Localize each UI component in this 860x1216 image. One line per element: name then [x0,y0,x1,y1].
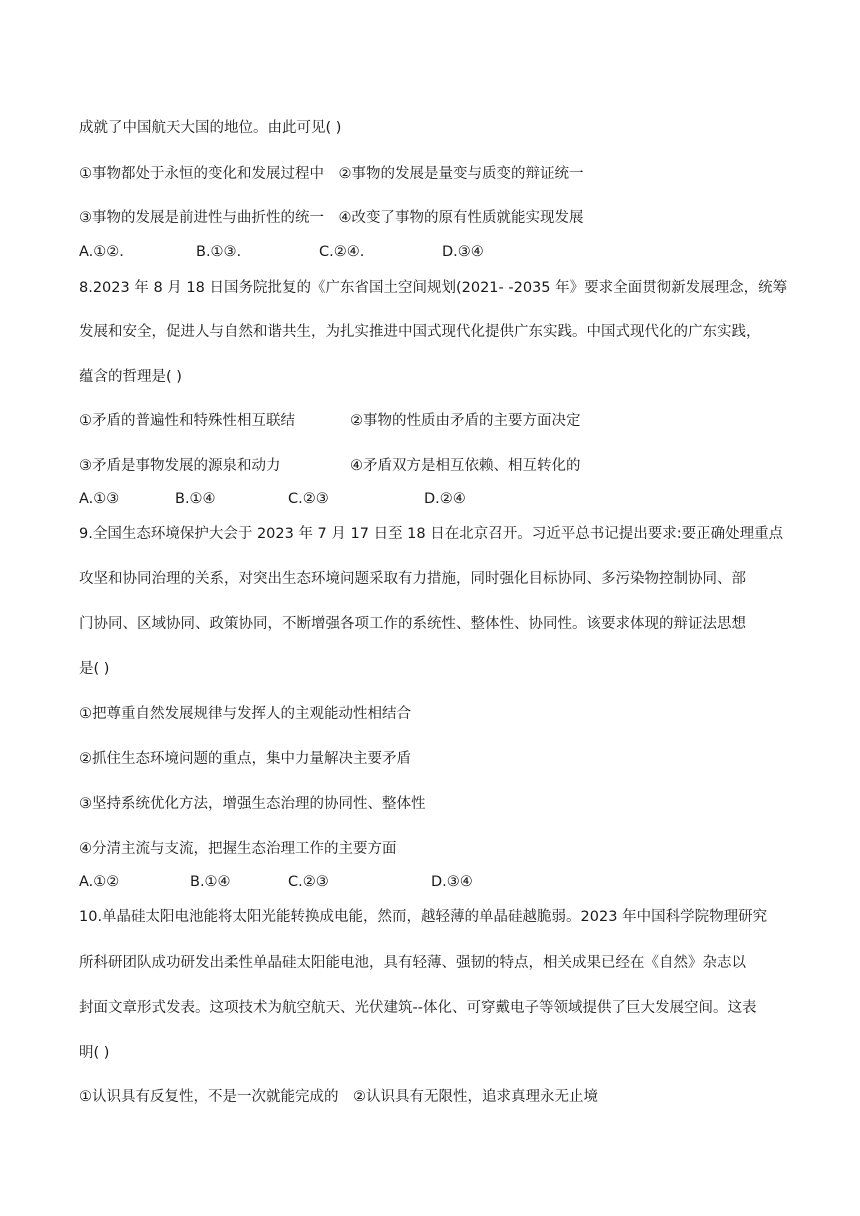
q7-statements-3-4: ③事物的发展是前进性与曲折性的统一 ④改变了事物的原有性质就能实现发展 [79,210,584,226]
q9-statement-3: ③坚持系统优化方法，增强生态治理的协同性、整体性 [79,796,426,812]
q8-statement-2: ②事物的性质由矛盾的主要方面决定 [350,413,581,429]
q8-option-d: D.②④ [424,491,466,507]
q9-stem-line: 门协同、区域协同、政策协同，不断增强各项工作的系统性、整体性、协同性。该要求体现的辩证法思想 [79,616,746,632]
q10-stem-line: 封面文章形式发表。这项技术为航空航天、光伏建筑--体化、可穿戴电子等领域提供了巨大发展空间。这表 [79,1000,757,1016]
q9-option-c: C.②③ [288,874,329,890]
q9-option-b: B.①④ [190,874,231,890]
q8-stem-line: 蕴含的哲理是( ) [79,369,182,385]
q8-option-a: A.①③ [79,491,120,507]
q9-statement-2: ②抓住生态环境问题的重点，集中力量解决主要矛盾 [79,751,411,767]
q7-option-b: B.①③. [196,244,242,260]
q9-statement-4: ④分清主流与支流，把握生态治理工作的主要方面 [79,841,397,857]
q7-option-c: C.②④. [319,244,365,260]
q8-option-b: B.①④ [175,491,216,507]
q8-stem-line: 发展和安全，促进人与自然和谐共生，为扎实推进中国式现代化提供广东实践。中国式现代化的广东实践， [79,324,761,340]
q10-stem-line: 明( ) [79,1045,110,1061]
q10-stem-line: 所科研团队成功研发出柔性单晶硅太阳能电池，具有轻薄、强韧的特点，相关成果已经在《自然》杂志以 [79,955,746,971]
q9-stem-line: 9.全国生态环境保护大会于 2023 年 7 月 17 日至 18 日在北京召开。习近平总书记提出要求:要正确处理重点 [79,526,784,542]
q9-option-d: D.③④ [431,874,473,890]
q9-stem-line: 是( ) [79,661,110,677]
q9-stem-line: 攻坚和协同治理的关系，对突出生态环境问题采取有力措施，同时强化目标协同、多污染物控制协同、部 [79,571,746,587]
q7-option-d: D.③④ [442,244,484,260]
q9-option-a: A.①② [79,874,120,890]
q8-option-c: C.②③ [288,491,329,507]
q7-statements-1-2: ①事物都处于永恒的变化和发展过程中 ②事物的发展是量变与质变的辩证统一 [79,166,584,182]
q7-line: 成就了中国航天大国的地位。由此可见( ) [79,120,342,136]
q8-statement-4: ④矛盾双方是相互依赖、相互转化的 [350,458,581,474]
q10-statements-1-2: ①认识具有反复性，不是一次就能完成的 ②认识具有无限性，追求真理永无止境 [79,1089,598,1105]
q9-statement-1: ①把尊重自然发展规律与发挥人的主观能动性相结合 [79,706,411,722]
q7-option-a: A.①②. [79,244,124,260]
q10-stem-line: 10.单晶硅太阳电池能将太阳光能转换成电能，然而，越轻薄的单晶硅越脆弱。2023 年中国科学院物理研究 [79,909,768,925]
q8-stem-line: 8.2023 年 8 月 18 日国务院批复的《广东省国土空间规划(2021- -2035 年》要求全面贯彻新发展理念，统筹 [79,280,788,296]
q8-statement-1: ①矛盾的普遍性和特殊性相互联结 [79,413,295,429]
q8-statement-3: ③矛盾是事物发展的源泉和动力 [79,458,281,474]
